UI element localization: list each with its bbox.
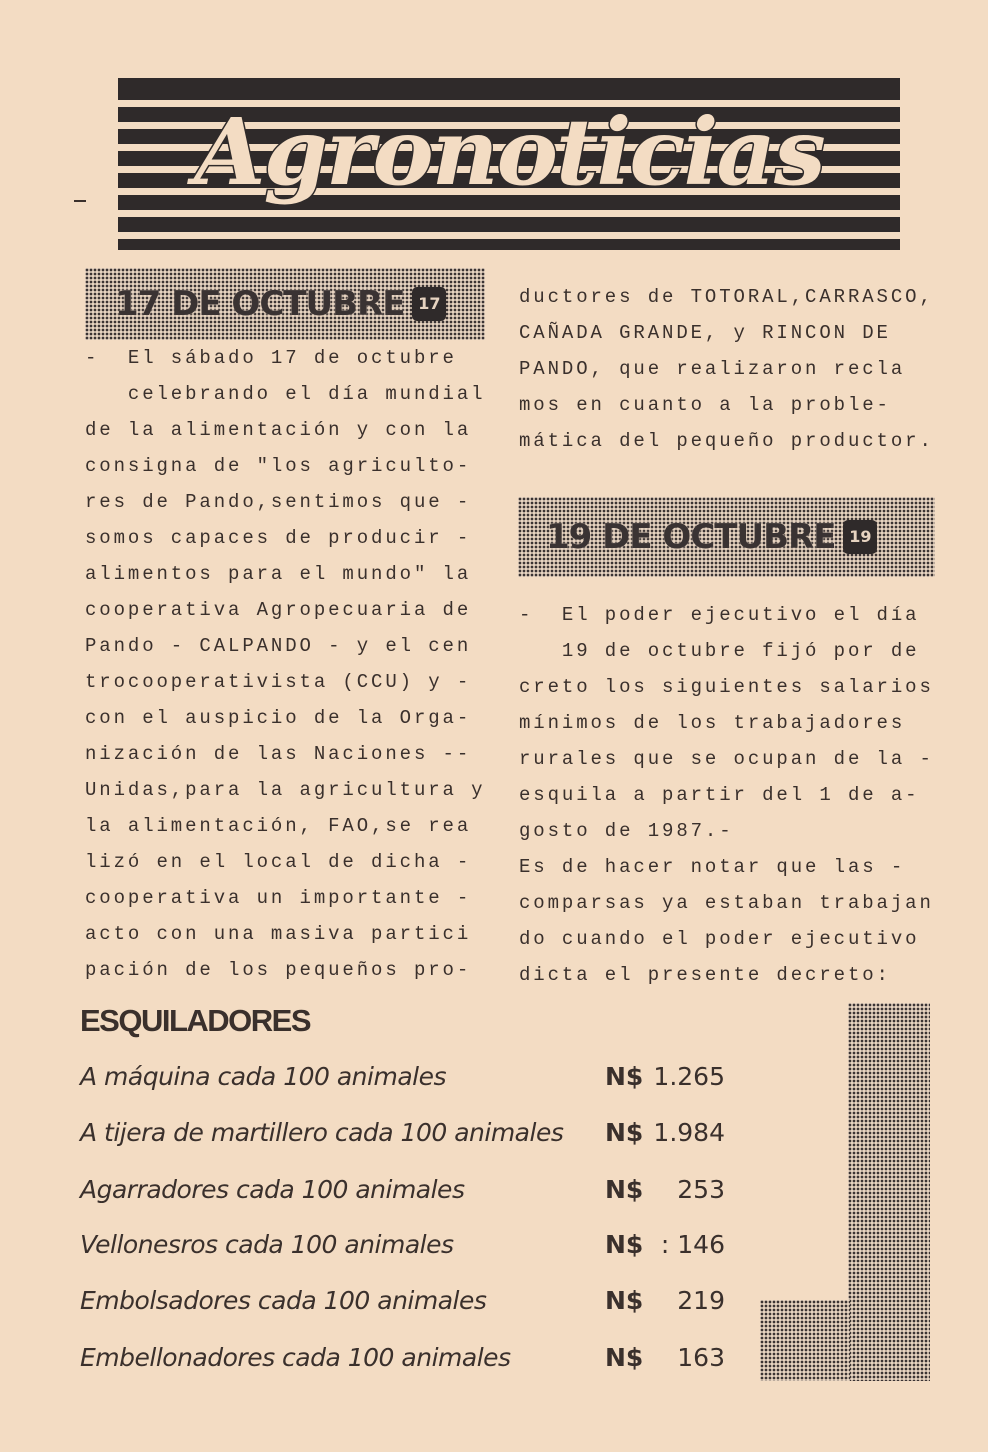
text-line: pación de los pequeños pro- xyxy=(85,959,472,981)
wage-amount: 1.984 xyxy=(653,1118,725,1147)
wage-amount: 1.265 xyxy=(653,1062,725,1091)
calendar-icon: 17 xyxy=(412,287,446,321)
wages-title: ESQUILADORES xyxy=(80,1003,311,1038)
text-line: CAÑADA GRANDE, y RINCON DE xyxy=(519,322,891,344)
wage-label: A máquina cada 100 animales xyxy=(80,1062,446,1091)
wage-currency: N$ xyxy=(605,1286,644,1315)
text-line: mos en cuanto a la proble- xyxy=(519,394,891,416)
calendar-icon: 19 xyxy=(843,520,877,554)
wage-currency: N$ xyxy=(605,1343,644,1372)
wage-currency: N$ xyxy=(605,1118,644,1147)
text-line: gosto de 1987.- xyxy=(519,820,734,842)
text-line: lizó en el local de dicha - xyxy=(85,851,472,873)
text-line: acto con una masiva partici xyxy=(85,923,472,945)
section2-body xyxy=(519,597,934,993)
decorative-halftone-foot xyxy=(760,1300,850,1381)
masthead-banner xyxy=(118,78,900,250)
wage-label: Embolsadores cada 100 animales xyxy=(80,1286,487,1315)
text-line: trocooperativista (CCU) y - xyxy=(85,671,472,693)
text-line: creto los siguientes salarios xyxy=(519,676,934,698)
text-line: comparsas ya estaban trabajan xyxy=(519,892,934,914)
text-line: rurales que se ocupan de la - xyxy=(519,748,934,770)
text-line: Unidas,para la agricultura y xyxy=(85,779,486,801)
section-heading-17-octubre xyxy=(85,268,485,340)
text-line: celebrando el día mundial xyxy=(85,383,486,405)
text-line: res de Pando,sentimos que - xyxy=(85,491,472,513)
text-line: dicta el presente decreto: xyxy=(519,964,891,986)
wage-amount: 163 xyxy=(677,1343,725,1372)
wage-amount: 253 xyxy=(677,1175,725,1204)
text-line: cooperativa un importante - xyxy=(85,887,472,909)
wage-currency: N$ xyxy=(605,1062,644,1091)
text-line: la alimentación, FAO,se rea xyxy=(85,815,472,837)
wage-label: Embellonadores cada 100 animales xyxy=(80,1343,511,1372)
wage-amount: 219 xyxy=(677,1286,725,1315)
wage-row xyxy=(80,1343,725,1393)
text-line: mática del pequeño productor. xyxy=(519,430,934,452)
wage-label: Agarradores cada 100 animales xyxy=(80,1175,465,1204)
text-line: somos capaces de producir - xyxy=(85,527,472,549)
decorative-halftone-bar xyxy=(848,1003,930,1381)
text-line: Es de hacer notar que las - xyxy=(519,856,906,878)
text-line: mínimos de los trabajadores xyxy=(519,712,906,734)
wage-row xyxy=(80,1230,725,1280)
wage-row xyxy=(80,1175,725,1225)
text-line: PANDO, que realizaron recla xyxy=(519,358,906,380)
section-heading-19-octubre xyxy=(518,497,935,577)
wage-amount: : 146 xyxy=(660,1230,725,1259)
text-line: con el auspicio de la Orga- xyxy=(85,707,472,729)
text-line: - El sábado 17 de octubre xyxy=(85,347,457,369)
text-line: nización de las Naciones -- xyxy=(85,743,472,765)
text-line: cooperativa Agropecuaria de xyxy=(85,599,472,621)
section-heading-text: 17 DE OCTUBRE xyxy=(115,284,405,324)
masthead-title: Agronoticias xyxy=(194,98,824,206)
text-line: alimentos para el mundo" la xyxy=(85,563,472,585)
text-line: Pando - CALPANDO - y el cen xyxy=(85,635,472,657)
section1-body xyxy=(85,340,485,988)
wage-row xyxy=(80,1286,725,1336)
section1-continuation xyxy=(519,279,934,459)
section-heading-text: 19 DE OCTUBRE xyxy=(546,517,836,557)
wage-row xyxy=(80,1062,725,1112)
wage-currency: N$ xyxy=(605,1175,644,1204)
text-line: 19 de octubre fijó por de xyxy=(519,640,920,662)
wage-row xyxy=(80,1118,725,1168)
text-line: consigna de "los agriculto- xyxy=(85,455,472,477)
text-line: de la alimentación y con la xyxy=(85,419,472,441)
wage-currency: N$ xyxy=(605,1230,644,1259)
text-line: ductores de TOTORAL,CARRASCO, xyxy=(519,286,934,308)
wage-label: A tijera de martillero cada 100 animales xyxy=(80,1118,564,1147)
text-line: do cuando el poder ejecutivo xyxy=(519,928,920,950)
text-line: esquila a partir del 1 de a- xyxy=(519,784,920,806)
margin-mark xyxy=(74,200,86,202)
text-line: - El poder ejecutivo el día xyxy=(519,604,920,626)
wage-label: Vellonesros cada 100 animales xyxy=(80,1230,454,1259)
